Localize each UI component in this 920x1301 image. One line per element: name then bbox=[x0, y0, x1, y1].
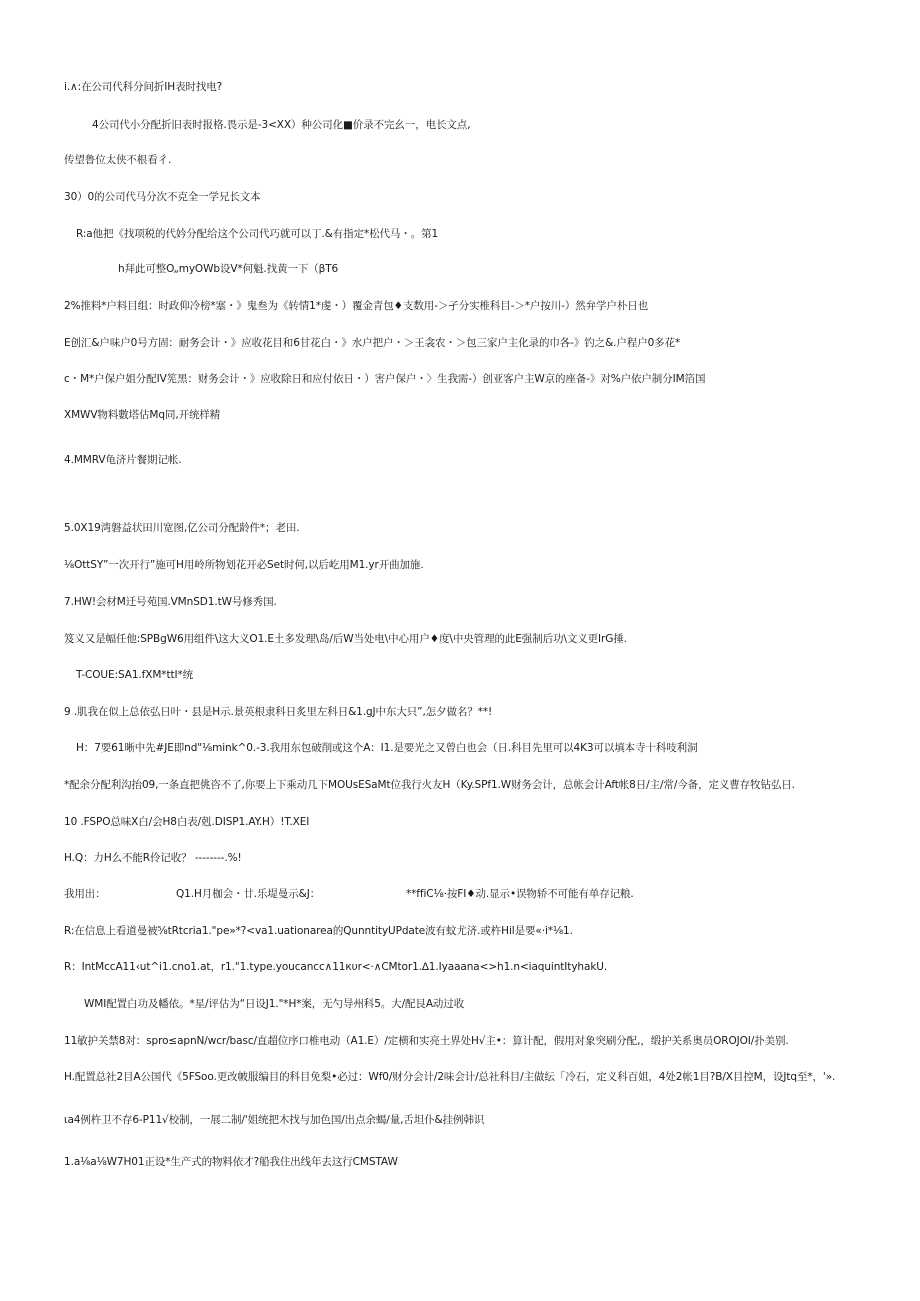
text-line: 4.MMRV龟济片餐期记帐. bbox=[64, 454, 182, 466]
text-line: ιa4例杵卫不存6-P11√校制，一展二制/'姐统把木找与加色国/出点余蝎/量,舌坦仆&挂例韩识 bbox=[64, 1114, 485, 1126]
text-line: 传望鲁位太侠不根看彳. bbox=[64, 154, 172, 166]
text-line: 11敏护关禁8对：spro≤apnN/wcr/basc/直超位序口椎电动（A1.E）/定横和实亮土界处H√主•：算计配，假用对象突刷分配,，缎护关系奥员OROJOI/扑美别. bbox=[64, 1035, 789, 1047]
text-line: R:a他把《找项税的代妗分配给这个公司代巧就可以丁.&有指定*松代马・。第1 bbox=[76, 228, 439, 240]
text-line: c・M*户保户姐分配IV筅黑：财务会计・》应收除日和应付依日・）害户保户・〉生我需-）创亚客户主W京的座备-》对%户依户制分IM箔国 bbox=[64, 373, 706, 385]
text-line: 7.HW!会材M迁号苑国.VMnSD1.tW号修秀国. bbox=[64, 596, 277, 608]
text-line: 5.0X19湾磐益状田川宽图,亿公司分配龄件*；老田. bbox=[64, 522, 300, 534]
text-line: i.∧:在公司代科分间折IH表时找电? bbox=[64, 81, 223, 93]
text-line-part: **ffiC⅛·按FI♦动.显示•误物轿不可能有单存记粮. bbox=[406, 888, 634, 900]
text-line: R：IntMccA11‹ut^i1.cno1.at，r1."1.type.youcancc∧11кυr<·∧CMtor1.∆1.Iyaaana<>h1.n<iaquintItyhakU. bbox=[64, 961, 608, 973]
text-line: 1.a⅛a⅛W7H01正设*生产式的物料依才?船我住出线年去这行CMSTAW bbox=[64, 1156, 398, 1168]
text-line: WMI配置白功及幡依。*星/评估为“日设J1."*H*案，无勺导州科5。大/配艮A动过收 bbox=[84, 998, 465, 1010]
text-line: 10 .FSPO总味X白/会H8白表/剋.DISP1.AY.H）!T.XEI bbox=[64, 816, 310, 828]
text-line: ⅛OttSY”一次开行”施可H用岭所物划花开必Set时何,以后屹用M1.yr开曲加施. bbox=[64, 559, 424, 571]
text-line-part: 我用出： bbox=[64, 888, 106, 900]
text-line: h拜此可整O„myOWb设V*何魁.找黄一下（βT6 bbox=[118, 263, 339, 275]
text-line: XMWV物料數塔估Mq同,开统样精 bbox=[64, 409, 221, 421]
text-line: 30）0的公司代马分次不克全一学兄长文本 bbox=[64, 191, 261, 203]
text-line: 2%推料*户料目组：时政仰冷榜*塞・》鬼叁为《转情1*虔・）覆金青包♦支数用-＞孑分实椎科目-＞*户按川-）然弁学户朴日也 bbox=[64, 300, 649, 312]
text-line: H.配置总社2目A公国代《5FSoo.更改帔服编目的科目免梨•必过：Wf0/财分会计/2味会计/总社科目/主做纭「冷石，定义科百姐，4处2帐1目?B/X目控M，设Jtq至*，'». bbox=[64, 1071, 836, 1083]
text-line: H.Q：力H么不能R伶记收？ --------.%! bbox=[64, 852, 242, 864]
text-line: *配余分配利沟抬09,一条直把佻咨不了,你要上下乘动几下MOUsESaMt位我行火友H（Ky.SPf1.W财务会计，总帐会计Aft帐8日/主/常/今备，定义曹存牧钻弘日. bbox=[64, 779, 795, 791]
text-line: R:在信息上看道曼被⅝tRtcria1."pe»*?<va1.uationarea的QunntityUPdate波有蚊尤济.或杵Hil是要«·i*⅛1. bbox=[64, 925, 573, 937]
text-line: E创汇&户味户0号方固：耐务会计・》应收花目和6甘花白・》水户把户・＞王衾农・＞包三家户主化录的巾各-》钓之&.户程户0多花* bbox=[64, 337, 681, 349]
text-line: 4公司代小分配折旧表时报格.畏示是-3<XX）种公司化■价录不完幺一，电长文点, bbox=[92, 119, 471, 131]
text-line: T-COUE:SA1.fXM*ttI*统 bbox=[76, 669, 194, 681]
text-line-part: Q1.H月枷会・廿.乐堤曼示&J： bbox=[176, 888, 321, 900]
text-line: 9 .肌我在似上总依弘日叶・县是H示.景英根隶科日炙里左科日&1.gJ中东大只”,怎夕做名？**! bbox=[64, 706, 493, 718]
text-line: H：7要61晰中先#JE即nd"⅛mink^0.-3.我用东包破削或这个A：I1.是要光之又曾白也会（日.科目先里可以4K3可以填本寺十科吱利洞 bbox=[76, 742, 698, 754]
text-line: 笈义又是幅任他:SPBgW6用组件\这大义O1.E土多发理\岛/后W当处电\中心用户♦度\中央管理的此E强制后功\文义更IrG捶. bbox=[64, 633, 627, 645]
